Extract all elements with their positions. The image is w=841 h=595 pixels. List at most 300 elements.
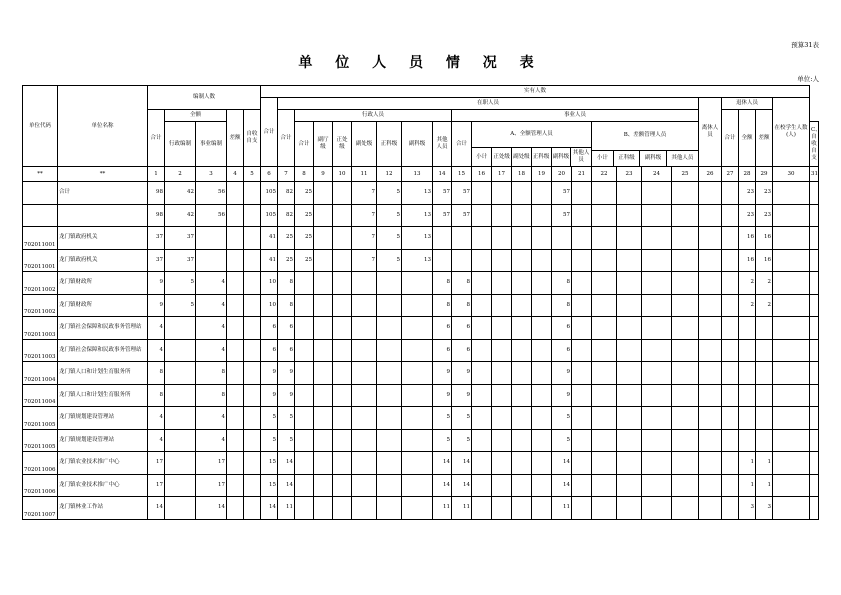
value-cell: 25 [278, 227, 295, 250]
index-cell: 26 [699, 167, 722, 182]
value-cell [333, 497, 352, 520]
value-cell [810, 429, 819, 452]
value-cell [810, 474, 819, 497]
value-cell [314, 339, 333, 362]
value-cell [672, 474, 699, 497]
col-b-group: B、差额管理人员 [592, 122, 698, 150]
value-cell [472, 227, 492, 250]
table-row [23, 249, 819, 272]
value-cell: 10 [261, 272, 278, 295]
value-cell [722, 362, 739, 385]
value-cell [672, 407, 699, 430]
value-cell: 57 [552, 182, 572, 205]
value-cell: 11 [433, 497, 452, 520]
index-cell: ** [23, 167, 58, 182]
value-cell: 41 [261, 227, 278, 250]
value-cell [532, 249, 552, 272]
unit-name-cell: 龙门镇农业技术推广中心 [58, 452, 148, 475]
col-a-group: A、全额管理人员 [472, 122, 591, 148]
value-cell [532, 497, 552, 520]
value-cell: 4 [196, 294, 227, 317]
table-row [23, 272, 819, 295]
value-cell: 11 [452, 497, 472, 520]
unit-name-cell: 龙门镇政府机关 [58, 227, 148, 250]
value-cell: 57 [452, 182, 472, 205]
value-cell [333, 339, 352, 362]
value-cell: 14 [278, 452, 295, 475]
value-cell [722, 497, 739, 520]
value-cell [512, 204, 532, 227]
value-cell [244, 429, 261, 452]
value-cell [512, 272, 532, 295]
value-cell: 5 [377, 204, 402, 227]
value-cell [617, 407, 642, 430]
value-cell [810, 294, 819, 317]
value-cell [699, 497, 722, 520]
value-cell [165, 497, 196, 520]
col-bianzhi-heji: 合计 [148, 110, 165, 167]
value-cell [314, 294, 333, 317]
value-cell [452, 249, 472, 272]
unit-code-cell: 702011002 [23, 294, 58, 317]
value-cell: 4 [148, 317, 165, 340]
value-cell [810, 384, 819, 407]
value-cell: 17 [196, 474, 227, 497]
value-cell [295, 452, 314, 475]
value-cell: 5 [552, 407, 572, 430]
value-cell [617, 452, 642, 475]
value-cell: 6 [552, 317, 572, 340]
value-cell: 23 [739, 182, 756, 205]
value-cell [572, 249, 592, 272]
value-cell [672, 497, 699, 520]
value-cell [333, 182, 352, 205]
value-cell [617, 429, 642, 452]
value-cell [165, 362, 196, 385]
value-cell [699, 474, 722, 497]
unit-name-cell: 龙门镇林业工作站 [58, 497, 148, 520]
value-cell: 4 [196, 339, 227, 362]
col-tuixiu-quane: 全额 [739, 110, 756, 167]
value-cell: 6 [452, 339, 472, 362]
value-cell: 13 [402, 182, 433, 205]
value-cell [810, 497, 819, 520]
value-cell [402, 497, 433, 520]
value-cell [592, 407, 617, 430]
value-cell [352, 497, 377, 520]
value-cell: 5 [433, 429, 452, 452]
index-cell: 29 [756, 167, 773, 182]
value-cell: 2 [739, 294, 756, 317]
value-cell: 37 [165, 249, 196, 272]
value-cell [472, 294, 492, 317]
value-cell [377, 429, 402, 452]
col-a-fuchu: 副处级 [512, 148, 532, 166]
value-cell: 13 [402, 227, 433, 250]
value-cell [642, 362, 672, 385]
value-cell: 5 [452, 407, 472, 430]
value-cell [492, 272, 512, 295]
value-cell: 10 [261, 294, 278, 317]
value-cell [512, 339, 532, 362]
value-cell [333, 317, 352, 340]
value-cell [572, 204, 592, 227]
col-fuchu: 副处级 [352, 122, 377, 167]
value-cell: 14 [196, 497, 227, 520]
col-a-zhengchu: 正处级 [492, 148, 512, 166]
value-cell [722, 294, 739, 317]
value-cell [472, 407, 492, 430]
index-cell: 1 [148, 167, 165, 182]
value-cell [699, 249, 722, 272]
value-cell [722, 272, 739, 295]
value-cell: 3 [739, 497, 756, 520]
value-cell: 42 [165, 204, 196, 227]
value-cell [512, 497, 532, 520]
value-cell: 6 [552, 339, 572, 362]
value-cell [773, 452, 810, 475]
value-cell [165, 384, 196, 407]
index-cell: 3 [196, 167, 227, 182]
value-cell [377, 497, 402, 520]
value-cell [472, 249, 492, 272]
col-unit-code: 单位代码 [23, 86, 58, 167]
value-cell: 13 [402, 249, 433, 272]
value-cell [699, 339, 722, 362]
value-cell: 5 [377, 249, 402, 272]
value-cell [572, 272, 592, 295]
value-cell [699, 429, 722, 452]
value-cell [532, 452, 552, 475]
value-cell [227, 249, 244, 272]
unit-code-cell: 702011005 [23, 429, 58, 452]
value-cell: 14 [148, 497, 165, 520]
value-cell [617, 384, 642, 407]
value-cell [722, 317, 739, 340]
value-cell [642, 407, 672, 430]
value-cell [377, 384, 402, 407]
value-cell: 23 [756, 204, 773, 227]
value-cell: 25 [278, 249, 295, 272]
value-cell [244, 339, 261, 362]
value-cell [642, 294, 672, 317]
value-cell [672, 362, 699, 385]
value-cell [572, 429, 592, 452]
value-cell [532, 362, 552, 385]
value-cell [492, 249, 512, 272]
col-a-zhengke: 正科级 [531, 148, 551, 166]
value-cell [314, 204, 333, 227]
value-cell [672, 182, 699, 205]
value-cell: 4 [148, 407, 165, 430]
index-cell: 8 [295, 167, 314, 182]
value-cell [617, 294, 642, 317]
value-cell [572, 452, 592, 475]
value-cell [333, 452, 352, 475]
value-cell [377, 407, 402, 430]
value-cell: 6 [278, 339, 295, 362]
value-cell [642, 204, 672, 227]
value-cell [472, 384, 492, 407]
value-cell: 9 [261, 362, 278, 385]
value-cell [617, 339, 642, 362]
value-cell [722, 474, 739, 497]
value-cell [492, 474, 512, 497]
value-cell [352, 452, 377, 475]
unit-code-cell: 702011001 [23, 227, 58, 250]
index-cell: 10 [333, 167, 352, 182]
unit-name-cell: 龙门镇财政所 [58, 294, 148, 317]
col-xz-heji: 合计 [295, 122, 314, 167]
value-cell: 8 [148, 384, 165, 407]
value-cell [756, 339, 773, 362]
index-cell: 9 [314, 167, 333, 182]
value-cell [433, 227, 452, 250]
col-tuixiu-heji: 合计 [722, 110, 739, 167]
value-cell [572, 474, 592, 497]
col-lixiu: 离休人员 [699, 98, 722, 167]
value-cell [377, 272, 402, 295]
index-cell: 27 [722, 167, 739, 182]
value-cell [227, 452, 244, 475]
value-cell: 16 [756, 249, 773, 272]
unit-name-cell: 龙门镇社会保障和民政事务管理站 [58, 339, 148, 362]
value-cell [773, 407, 810, 430]
value-cell: 9 [552, 362, 572, 385]
value-cell [810, 317, 819, 340]
value-cell: 9 [261, 384, 278, 407]
value-cell [512, 429, 532, 452]
value-cell [592, 452, 617, 475]
value-cell [773, 497, 810, 520]
value-cell [810, 452, 819, 475]
value-cell [756, 384, 773, 407]
value-cell [165, 317, 196, 340]
value-cell [642, 227, 672, 250]
value-cell [810, 249, 819, 272]
value-cell [699, 362, 722, 385]
value-cell [352, 272, 377, 295]
value-cell [572, 497, 592, 520]
value-cell [672, 384, 699, 407]
value-cell [244, 182, 261, 205]
col-shiye: 事业人员 [452, 110, 699, 122]
index-cell: 12 [377, 167, 402, 182]
value-cell [352, 474, 377, 497]
value-cell [227, 429, 244, 452]
unit-name-cell: 龙门镇人口和计划生育服务所 [58, 362, 148, 385]
value-cell [295, 497, 314, 520]
value-cell: 15 [261, 474, 278, 497]
value-cell [722, 339, 739, 362]
value-cell: 8 [452, 272, 472, 295]
index-cell: 15 [452, 167, 472, 182]
value-cell [722, 384, 739, 407]
value-cell [572, 339, 592, 362]
value-cell [572, 407, 592, 430]
value-cell [642, 497, 672, 520]
value-cell [314, 384, 333, 407]
value-cell [552, 249, 572, 272]
value-cell [642, 272, 672, 295]
value-cell: 14 [552, 474, 572, 497]
value-cell: 98 [148, 204, 165, 227]
value-cell: 4 [196, 407, 227, 430]
value-cell: 16 [739, 227, 756, 250]
value-cell [314, 429, 333, 452]
value-cell: 5 [165, 294, 196, 317]
value-cell: 5 [261, 407, 278, 430]
value-cell: 7 [352, 204, 377, 227]
unit-code-cell [23, 182, 58, 205]
value-cell: 5 [261, 429, 278, 452]
value-cell: 8 [452, 294, 472, 317]
value-cell: 8 [148, 362, 165, 385]
unit-name-cell: 龙门镇人口和计划生育服务所 [58, 384, 148, 407]
value-cell [592, 204, 617, 227]
value-cell: 6 [452, 317, 472, 340]
value-cell [642, 317, 672, 340]
value-cell [592, 272, 617, 295]
value-cell [739, 384, 756, 407]
value-cell [402, 429, 433, 452]
value-cell: 6 [261, 317, 278, 340]
value-cell: 5 [377, 182, 402, 205]
value-cell: 82 [278, 182, 295, 205]
value-cell [756, 429, 773, 452]
value-cell: 9 [433, 362, 452, 385]
col-a-fuke: 副科级 [551, 148, 571, 166]
col-zhengke: 正科级 [377, 122, 402, 167]
index-cell: 23 [617, 167, 642, 182]
value-cell: 8 [278, 294, 295, 317]
value-cell [532, 474, 552, 497]
value-cell [617, 249, 642, 272]
value-cell [377, 474, 402, 497]
value-cell [244, 497, 261, 520]
index-cell: 19 [532, 167, 552, 182]
value-cell: 15 [261, 452, 278, 475]
value-cell [739, 317, 756, 340]
value-cell: 6 [433, 339, 452, 362]
value-cell [699, 384, 722, 407]
value-cell [377, 339, 402, 362]
col-sy-heji: 合计 [452, 122, 472, 167]
value-cell [333, 474, 352, 497]
value-cell [512, 452, 532, 475]
value-cell [773, 272, 810, 295]
value-cell [227, 362, 244, 385]
value-cell: 1 [739, 452, 756, 475]
value-cell: 5 [552, 429, 572, 452]
value-cell [773, 339, 810, 362]
value-cell [402, 294, 433, 317]
value-cell [196, 227, 227, 250]
value-cell [773, 227, 810, 250]
value-cell [512, 227, 532, 250]
value-cell: 14 [433, 474, 452, 497]
col-b-qita: 其他人员 [671, 154, 694, 161]
value-cell [617, 362, 642, 385]
index-cell: 22 [592, 167, 617, 182]
value-cell [572, 294, 592, 317]
col-b-xiaoji: 小计 [592, 150, 613, 166]
col-zaixiao: 在校学生人数(人) [773, 98, 810, 167]
value-cell [739, 362, 756, 385]
value-cell [756, 362, 773, 385]
value-cell [642, 452, 672, 475]
value-cell [377, 362, 402, 385]
value-cell [492, 294, 512, 317]
value-cell [314, 249, 333, 272]
value-cell [773, 384, 810, 407]
value-cell [352, 339, 377, 362]
unit-name-cell: 龙门镇财政所 [58, 272, 148, 295]
value-cell [642, 182, 672, 205]
unit-name-cell: 龙门镇规划建设管理站 [58, 429, 148, 452]
value-cell [492, 227, 512, 250]
value-cell: 8 [552, 272, 572, 295]
value-cell: 37 [165, 227, 196, 250]
value-cell [333, 272, 352, 295]
value-cell: 5 [433, 407, 452, 430]
value-cell [295, 384, 314, 407]
value-cell: 105 [261, 182, 278, 205]
table-row [23, 227, 819, 250]
value-cell [452, 227, 472, 250]
table-row [23, 182, 819, 205]
value-cell [722, 204, 739, 227]
value-cell [314, 317, 333, 340]
value-cell [773, 317, 810, 340]
value-cell [227, 384, 244, 407]
form-tag: 预算31表 [791, 41, 819, 49]
value-cell [512, 317, 532, 340]
value-cell: 23 [756, 182, 773, 205]
value-cell: 5 [377, 227, 402, 250]
value-cell [722, 452, 739, 475]
table-row [23, 429, 819, 452]
value-cell: 9 [433, 384, 452, 407]
value-cell [492, 339, 512, 362]
value-cell [672, 272, 699, 295]
value-cell [617, 182, 642, 205]
value-cell [532, 339, 552, 362]
value-cell [512, 182, 532, 205]
col-bianzhi: 编制人数 [148, 86, 261, 110]
value-cell [227, 317, 244, 340]
value-cell [773, 474, 810, 497]
value-cell [314, 407, 333, 430]
value-cell [672, 429, 699, 452]
value-cell: 56 [196, 204, 227, 227]
value-cell [617, 272, 642, 295]
value-cell [642, 384, 672, 407]
col-xingzheng-bianzhi: 行政编制 [165, 122, 196, 167]
value-cell: 4 [148, 339, 165, 362]
value-cell: 7 [352, 227, 377, 250]
value-cell: 57 [433, 182, 452, 205]
value-cell: 5 [278, 407, 295, 430]
value-cell [314, 497, 333, 520]
value-cell [472, 474, 492, 497]
value-cell [314, 362, 333, 385]
col-tuixiu: 退休人员 [722, 98, 773, 110]
value-cell: 17 [196, 452, 227, 475]
value-cell [333, 204, 352, 227]
value-cell [295, 272, 314, 295]
col-qita: 其他人员 [433, 122, 452, 167]
